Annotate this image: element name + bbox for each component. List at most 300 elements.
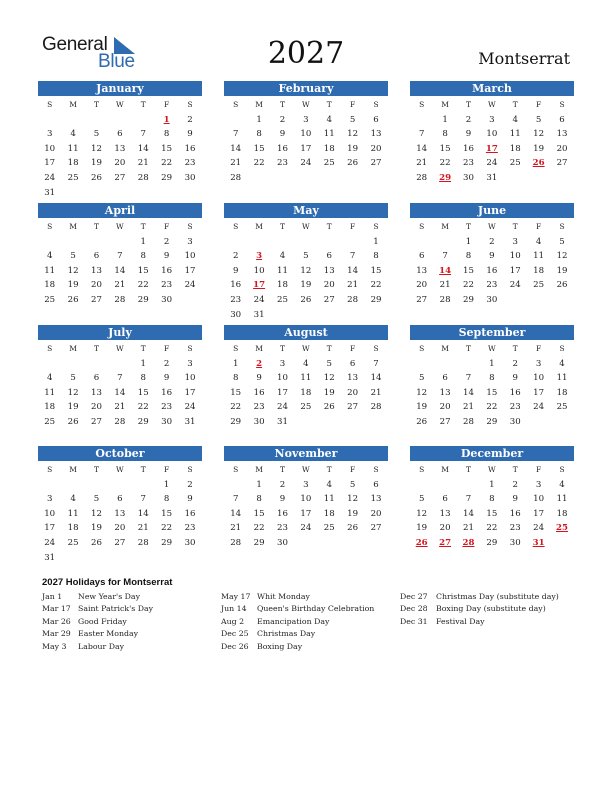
day-cell: 31 [44,552,56,563]
day-cell: 5 [349,479,356,490]
day-cell: 1 [489,358,495,369]
day-cell: 28 [347,294,359,305]
weekday-label: S [233,465,239,474]
day-cell: 19 [416,523,428,534]
day-cell: 20 [323,280,335,291]
day-cell: 13 [370,494,382,505]
day-cell: 22 [137,402,149,413]
day-cell: 19 [416,402,428,413]
day-cell: 7 [232,494,239,505]
calendar-year: 2027 [267,36,345,71]
day-cell: 6 [418,251,425,262]
day-cell: 15 [137,387,149,398]
day-cell: 8 [489,494,495,505]
day-cell: 17 [184,387,196,398]
day-cell: 11 [533,251,545,262]
day-cell: 1 [465,236,472,247]
day-grid [410,463,574,551]
day-cell: 3 [535,358,542,369]
day-cell: 8 [256,494,262,505]
day-cell: 24 [533,523,545,534]
day-cell: 11 [323,494,335,505]
day-cell: 12 [91,143,102,154]
day-cell: 6 [117,129,123,140]
day-cell: 9 [187,494,193,505]
day-cell: 28 [416,172,428,183]
brand-name-blue: Blue [98,51,135,72]
day-cell: 11 [277,265,288,276]
day-cell: 15 [161,508,173,519]
weekday-label: W [488,100,496,109]
day-cell: 14 [463,387,474,398]
empty-cell [433,235,456,250]
month-header: June [410,203,574,218]
holiday-day-cell: 17 [485,143,498,154]
holiday-row [221,628,374,640]
day-cell: 16 [161,387,173,398]
day-cell: 5 [303,251,309,262]
holiday-row [42,628,153,640]
day-cell: 1 [140,358,146,369]
day-cell: 13 [323,265,335,276]
day-cell: 25 [277,294,288,305]
weekday-label: F [350,465,356,474]
holiday-row [221,603,374,615]
day-cell: 18 [300,387,312,398]
day-cell: 20 [370,143,382,154]
day-cell: 17 [533,508,545,519]
holiday-name: Good Friday [78,616,127,626]
day-cell: 19 [300,280,312,291]
day-cell: 11 [556,373,568,384]
day-cell: 19 [556,265,568,276]
day-cell: 22 [486,523,498,534]
weekday-label: S [187,222,193,231]
day-cell: 2 [512,358,518,369]
day-cell: 11 [44,265,56,276]
day-cell: 31 [486,172,498,183]
day-cell: 22 [230,402,242,413]
weekday-label: M [69,222,77,231]
day-cell: 16 [184,508,196,519]
weekday-label: S [373,344,379,353]
day-cell: 27 [439,416,451,427]
day-cell: 15 [253,508,265,519]
day-cell: 10 [300,494,312,505]
day-cell: 26 [300,294,312,305]
day-cell: 20 [370,508,382,519]
day-cell: 14 [230,508,242,519]
day-cell: 14 [370,373,382,384]
day-cell: 19 [347,508,359,519]
month-october [38,446,202,565]
weekday-label: T [140,344,146,353]
day-cell: 7 [232,129,239,140]
holiday-row [400,616,559,628]
brand-logo [42,34,142,74]
day-cell: 15 [370,265,382,276]
day-cell: 27 [556,158,568,169]
day-cell: 26 [347,523,359,534]
day-cell: 8 [163,494,170,505]
day-cell: 25 [300,402,312,413]
day-cell: 6 [373,114,379,125]
month-june [410,203,574,308]
empty-cell [294,235,317,250]
day-cell: 18 [67,523,79,534]
holiday-name: Festival Day [436,616,485,626]
holiday-row [42,591,153,603]
day-cell: 15 [439,143,451,154]
day-cell: 21 [347,280,359,291]
day-cell: 26 [323,402,335,413]
day-cell: 9 [279,494,286,505]
weekday-label: S [559,100,565,109]
holiday-column [400,591,559,628]
empty-cell [38,235,61,250]
weekday-label: S [47,465,53,474]
day-cell: 10 [253,265,265,276]
day-cell: 5 [70,251,76,262]
day-cell: 10 [486,129,498,140]
holiday-date: May 17 [221,592,251,601]
day-grid [224,98,388,186]
day-cell: 17 [44,158,56,169]
day-cell: 24 [486,158,498,169]
day-cell: 4 [303,358,309,369]
day-cell: 26 [556,280,568,291]
weekday-label: F [536,100,542,109]
day-cell: 3 [279,358,286,369]
day-grid [38,220,202,308]
holiday-name: Easter Monday [78,629,139,639]
day-cell: 12 [323,373,335,384]
day-cell: 20 [439,523,451,534]
day-cell: 26 [416,416,428,427]
day-cell: 9 [465,129,472,140]
weekday-label: F [164,100,170,109]
weekday-label: W [302,100,310,109]
day-cell: 30 [184,172,196,183]
weekday-label: W [116,344,124,353]
day-cell: 6 [559,114,565,125]
day-cell: 7 [117,251,123,262]
month-header: April [38,203,202,218]
weekday-label: M [441,100,449,109]
weekday-label: W [488,222,496,231]
day-cell: 10 [277,373,288,384]
day-cell: 27 [114,172,126,183]
day-cell: 3 [46,494,53,505]
day-cell: 12 [416,508,428,519]
weekday-label: W [302,344,310,353]
holiday-row [42,641,153,653]
empty-cell [410,478,433,493]
day-cell: 2 [163,358,170,369]
day-cell: 12 [533,129,545,140]
day-cell: 13 [91,265,102,276]
weekday-label: S [187,344,193,353]
day-cell: 1 [373,236,379,247]
day-cell: 19 [67,402,79,413]
holiday-date: Mar 26 [42,616,71,626]
holidays-title: 2027 Holidays for Montserrat [42,577,173,588]
day-cell: 23 [230,294,242,305]
weekday-label: T [140,222,146,231]
day-cell: 9 [256,373,262,384]
day-cell: 1 [232,358,239,369]
weekday-label: T [279,100,285,109]
weekday-label: W [488,344,496,353]
day-cell: 29 [161,172,173,183]
day-cell: 12 [67,387,79,398]
day-cell: 1 [140,236,146,247]
day-cell: 11 [556,494,568,505]
day-cell: 24 [277,402,288,413]
month-november [224,446,388,551]
day-cell: 25 [44,416,56,427]
empty-cell [38,113,61,128]
day-cell: 23 [161,402,173,413]
day-cell: 14 [416,143,428,154]
day-cell: 2 [187,479,193,490]
holiday-date: Dec 28 [400,604,428,614]
day-cell: 7 [117,373,123,384]
day-grid [410,220,574,308]
weekday-label: F [164,344,170,353]
day-cell: 27 [91,294,102,305]
day-cell: 19 [91,158,102,169]
day-cell: 20 [439,402,451,413]
weekday-label: T [93,465,99,474]
day-cell: 8 [442,129,448,140]
weekday-label: S [373,222,379,231]
day-cell: 30 [463,172,474,183]
day-cell: 21 [370,387,382,398]
day-cell: 6 [117,494,123,505]
empty-cell [61,478,84,493]
weekday-label: M [69,344,77,353]
day-cell: 25 [67,172,79,183]
day-cell: 10 [44,143,56,154]
weekday-label: S [233,100,239,109]
weekday-label: S [419,465,425,474]
day-cell: 24 [184,402,196,413]
day-cell: 5 [559,236,565,247]
holiday-row [221,616,374,628]
weekday-label: S [559,222,565,231]
day-cell: 14 [137,143,149,154]
day-cell: 25 [323,523,335,534]
day-cell: 17 [509,265,521,276]
empty-cell [224,113,247,128]
day-cell: 26 [67,294,79,305]
weekday-label: T [140,465,146,474]
day-cell: 30 [277,537,288,548]
day-cell: 28 [439,294,451,305]
holiday-day-cell: 28 [462,537,475,548]
day-cell: 18 [277,280,288,291]
day-cell: 29 [486,537,498,548]
day-cell: 16 [486,265,498,276]
weekday-label: T [465,222,471,231]
holiday-day-cell: 29 [439,172,452,183]
holiday-row [221,591,374,603]
day-cell: 16 [509,387,521,398]
day-cell: 9 [187,129,193,140]
weekday-label: F [536,344,542,353]
month-december [410,446,574,551]
day-cell: 7 [349,251,356,262]
day-grid [410,342,574,430]
day-cell: 23 [184,523,196,534]
day-cell: 15 [137,265,149,276]
day-cell: 20 [347,387,359,398]
weekday-label: T [140,100,146,109]
day-cell: 22 [253,523,265,534]
day-cell: 28 [370,402,382,413]
day-cell: 5 [349,114,356,125]
day-cell: 28 [114,416,126,427]
day-cell: 10 [184,373,196,384]
day-cell: 16 [184,143,196,154]
day-cell: 10 [184,251,196,262]
day-cell: 18 [323,143,335,154]
holiday-name: Emancipation Day [257,616,330,626]
day-cell: 15 [486,508,498,519]
month-august [224,325,388,430]
day-cell: 23 [486,280,498,291]
day-cell: 2 [163,236,170,247]
day-cell: 2 [465,114,472,125]
empty-cell [410,357,433,372]
day-cell: 18 [44,402,56,413]
day-cell: 29 [230,416,242,427]
weekday-label: F [350,222,356,231]
day-cell: 6 [442,373,448,384]
weekday-label: T [326,222,332,231]
holiday-day-cell: 31 [532,537,545,548]
weekday-label: T [93,344,99,353]
day-cell: 4 [326,114,332,125]
day-cell: 23 [463,158,474,169]
day-cell: 1 [489,479,495,490]
holiday-name: Queen's Birthday Celebration [257,604,375,614]
empty-cell [341,235,364,250]
month-header: May [224,203,388,218]
day-cell: 1 [163,479,170,490]
holiday-date: Jun 14 [221,604,247,614]
day-cell: 16 [277,143,288,154]
day-cell: 7 [373,358,379,369]
holiday-day-cell: 26 [415,537,428,548]
weekday-label: T [512,465,518,474]
empty-cell [85,113,108,128]
day-cell: 29 [137,294,149,305]
day-cell: 27 [91,416,102,427]
day-cell: 5 [70,373,76,384]
weekday-label: S [47,344,53,353]
day-cell: 29 [161,537,173,548]
holiday-row [400,603,559,615]
day-cell: 18 [67,158,79,169]
day-cell: 22 [370,280,382,291]
day-cell: 7 [442,251,448,262]
holiday-date: Dec 27 [400,592,428,601]
day-cell: 9 [512,373,518,384]
day-cell: 19 [323,387,335,398]
day-cell: 17 [300,143,312,154]
weekday-label: T [326,465,332,474]
day-grid [224,220,388,322]
holiday-row [221,641,374,653]
day-cell: 15 [486,387,498,398]
day-cell: 27 [370,523,382,534]
day-cell: 8 [163,129,170,140]
day-cell: 29 [463,294,474,305]
day-cell: 4 [46,251,53,262]
day-cell: 27 [114,537,126,548]
day-cell: 17 [184,265,196,276]
day-cell: 31 [44,187,56,198]
day-cell: 19 [91,523,102,534]
holiday-date: Aug 2 [221,616,245,626]
day-cell: 7 [140,129,146,140]
day-cell: 4 [512,114,518,125]
day-cell: 25 [323,158,335,169]
day-cell: 6 [349,358,356,369]
empty-cell [61,113,84,128]
holiday-column [221,591,374,653]
weekday-label: S [373,465,379,474]
weekday-label: S [419,100,425,109]
day-cell: 16 [230,280,242,291]
month-header: March [410,81,574,96]
empty-cell [85,235,108,250]
day-cell: 20 [114,523,126,534]
holiday-day-cell: 17 [253,280,266,291]
day-grid [224,463,388,551]
day-cell: 26 [67,416,79,427]
day-cell: 22 [463,280,474,291]
day-cell: 30 [486,294,498,305]
day-cell: 12 [556,251,568,262]
weekday-label: T [279,222,285,231]
day-cell: 30 [253,416,265,427]
day-cell: 14 [114,387,126,398]
day-cell: 30 [184,537,196,548]
day-cell: 11 [300,373,312,384]
day-cell: 27 [323,294,335,305]
day-cell: 18 [556,387,568,398]
holiday-date: May 3 [42,641,67,651]
month-january [38,81,202,200]
day-cell: 18 [533,265,545,276]
day-cell: 4 [70,129,76,140]
day-cell: 23 [509,402,521,413]
empty-cell [457,478,480,493]
weekday-label: F [164,465,170,474]
day-cell: 18 [556,508,568,519]
day-cell: 14 [114,265,126,276]
day-cell: 2 [279,114,286,125]
day-cell: 8 [373,251,379,262]
day-cell: 2 [279,479,286,490]
day-grid [38,463,202,565]
weekday-label: S [187,100,193,109]
weekday-label: T [326,100,332,109]
empty-cell [108,235,131,250]
